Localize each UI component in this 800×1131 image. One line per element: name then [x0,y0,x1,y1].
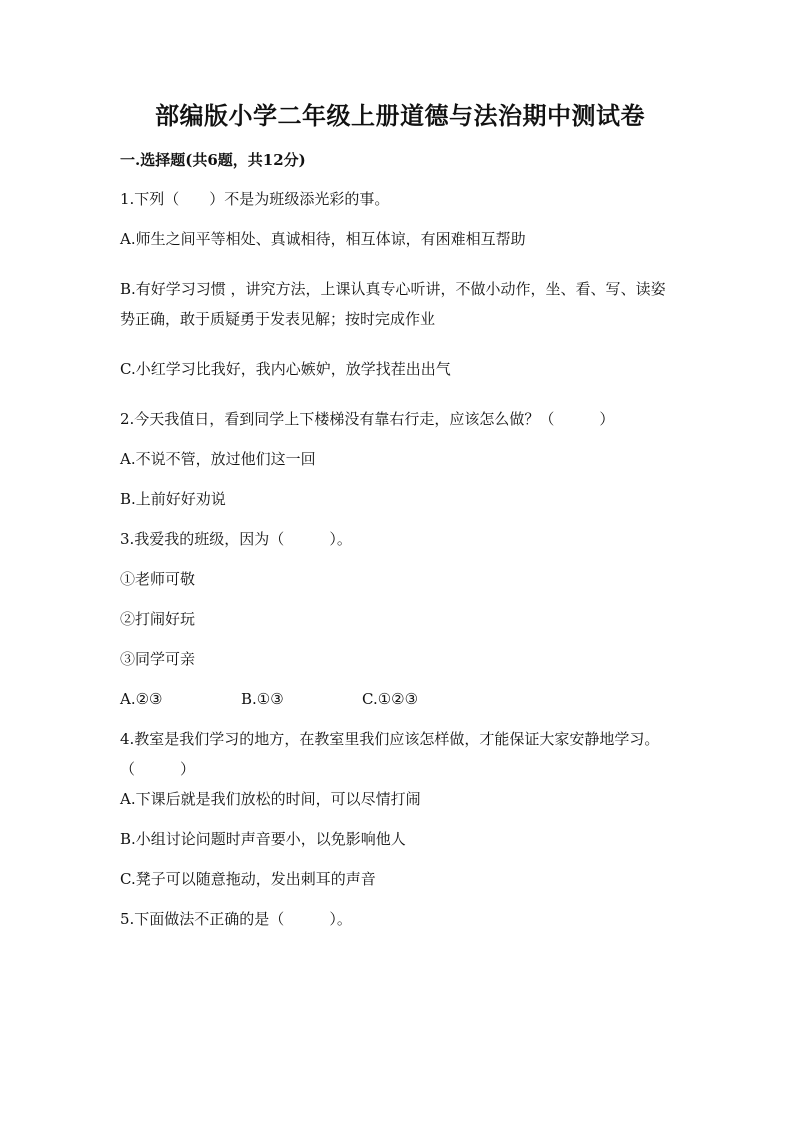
question-3-item-2: ②打闹好玩 [120,610,196,628]
question-2-option-a: A.不说不管，放过他们这一回 [120,450,316,468]
question-3-stem: 3.我爱我的班级，因为（ ）。 [120,530,352,548]
section-heading: 一.选择题(共6题，共12分) [120,151,306,169]
page-title: 部编版小学二年级上册道德与法治期中测试卷 [155,101,645,130]
question-2-option-b: B.上前好好劝说 [120,490,226,508]
question-3-option-a: A.②③ [120,690,163,708]
question-5-stem: 5.下面做法不正确的是（ ）。 [120,910,352,928]
question-3-item-1: ①老师可敬 [120,570,196,588]
question-1-option-c: C.小红学习比我好，我内心嫉妒，放学找茬出出气 [120,360,451,378]
question-3-item-3: ③同学可亲 [120,650,196,668]
question-1-option-a: A.师生之间平等相处、真诚相待，相互体谅，有困难相互帮助 [120,230,526,248]
question-3-option-c: C.①②③ [362,690,419,708]
question-4-option-b: B.小组讨论问题时声音要小，以免影响他人 [120,830,406,848]
question-4-stem: 4.教室是我们学习的地方，在教室里我们应该怎样做，才能保证大家安静地学习。（ ） [120,730,660,778]
question-4-option-c: C.凳子可以随意拖动，发出刺耳的声音 [120,870,376,888]
question-2-stem: 2.今天我值日，看到同学上下楼梯没有靠右行走，应该怎么做？（ ） [120,410,615,428]
question-1-stem: 1.下列（ ）不是为班级添光彩的事。 [120,190,390,208]
question-1-option-b: B.有好学习习惯 ，讲究方法，上课认真专心听讲，不做小动作，坐、看、写、读姿势正确，敢于质疑勇于发表见解；按时完成作业 [120,280,666,328]
question-3-options [120,689,483,709]
question-3-option-b: B.①③ [241,690,284,708]
question-4-option-a: A.下课后就是我们放松的时间，可以尽情打闹 [120,790,421,808]
